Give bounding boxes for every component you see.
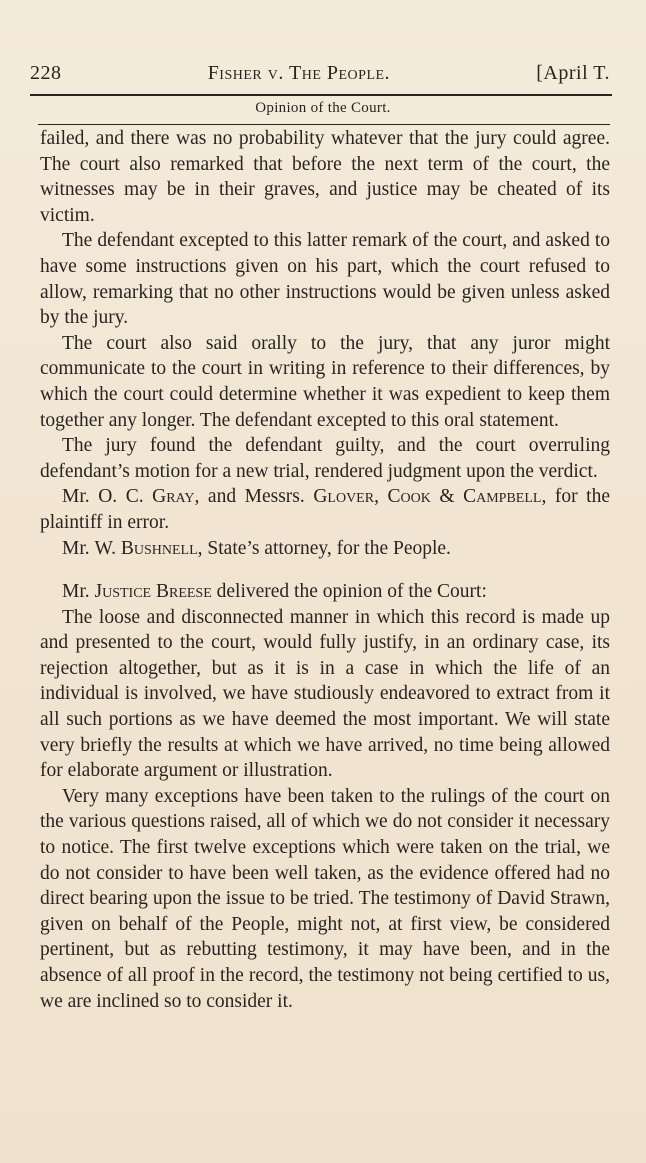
counsel-line [40, 536, 610, 562]
counsel-prefix: Mr. [62, 486, 99, 508]
paragraph: The court also said orally to the jury, that any juror might communicate to the court in writing in reference to their differences, by which the court could determine whether it was expedient to keep them together any longer. The defendant excepted to this oral statement. [40, 332, 610, 431]
case-title: Fisher v. The People. [207, 62, 391, 84]
page-number: 228 [30, 62, 62, 84]
justice-suffix: delivered the opinion of the Court: [211, 581, 487, 603]
paragraph: failed, and there was no probability whatever that the jury could agree. The court also remarked that before the next term of the court, the witnesses may be in their graves, and justice may be cheated of its victim. [40, 128, 610, 226]
section-heading: Opinion of the Court. [255, 100, 391, 116]
justice-prefix: Mr. [62, 581, 95, 603]
opinion-intro [40, 579, 610, 605]
counsel-firm: Glover, Cook & Campbell [313, 486, 542, 508]
counsel-prefix: Mr. [62, 537, 95, 559]
counsel-name: W. Bushnell [94, 537, 198, 559]
paragraph: The jury found the defendant guilty, and the court overruling defendant’s motion for a new trial, rendered judgment upon the verdict. [40, 435, 610, 482]
counsel-role: , State’s attorney, for the People. [197, 537, 451, 559]
header-rule [30, 94, 612, 96]
counsel-line [40, 484, 610, 535]
paragraph: The loose and disconnected manner in which this record is made up and presented to the court, would fully justify, in an ordinary case, its rejection altogether, but as it is in a case in which the life of an individual is involved, we have studiously endeavored to extract from it all such portions as we have deemed the most important. We will state very briefly the results at which we have arrived, no time being allowed for elaborate argument or illustration. [40, 606, 610, 782]
counsel-name: O. C. Gray [98, 486, 195, 508]
court-term: [April T. [536, 62, 610, 84]
paragraph: The defendant excepted to this latter remark of the court, and asked to have some instructions given on his part, which the court refused to allow, remarking that no other instructions would be given unless asked by the jury. [40, 230, 610, 329]
counsel-middle: , and Messrs. [194, 486, 314, 508]
section-rule [38, 124, 610, 125]
counsel-role: , for the plaintiff in error. [40, 486, 611, 533]
paragraph: Very many exceptions have been taken to the rulings of the court on the various questions raised, all of which we do not consider it necessary to notice. The first twelve exceptions which were taken on the trial, we do not consider to have been well taken, as the evidence offered had no direct bearing upon the issue to be tried. The testimony of David Strawn, given on behalf of the People, might not, at first view, be considered pertinent, but as rebutting testimony, it may have been, and in the absence of all proof in the record, the testimony not being certified to us, we are inclined so to consider it. [40, 785, 610, 1012]
justice-name: Justice Breese [94, 581, 212, 603]
opinion-body [40, 126, 610, 1014]
running-head [30, 62, 610, 92]
